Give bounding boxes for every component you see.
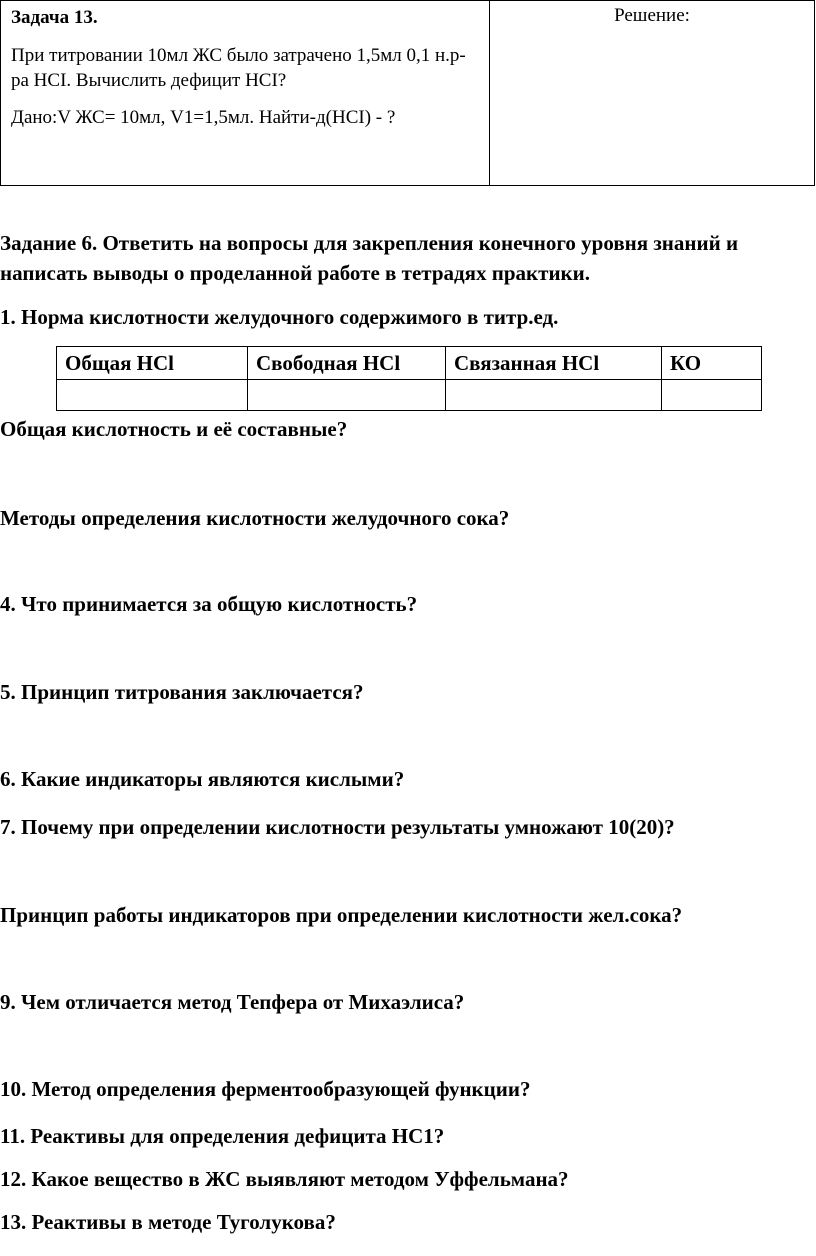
header-ko: КО [662, 347, 762, 380]
task-cell [1, 1, 490, 186]
table-header-row [57, 347, 762, 380]
header-free-hcl: Свободная HCl [248, 347, 446, 380]
question-1: 1. Норма кислотности желудочного содержимого в титр.ед. [0, 305, 559, 329]
question-3: Методы определения кислотности желудочного сока? [0, 506, 510, 530]
assignment-heading: Задание 6. Ответить на вопросы для закрепления конечного уровня знаний и написать выводы о проделанной работе в тетрадях практики. [0, 231, 739, 285]
question-2: Общая кислотность и её составные? [0, 417, 348, 441]
cell-free-hcl [248, 380, 446, 411]
cell-total-hcl [57, 380, 248, 411]
task-table [0, 0, 815, 186]
solution-cell [490, 1, 815, 186]
question-5: 5. Принцип титрования заключается? [0, 680, 364, 704]
question-13: 13. Реактивы в методе Туголукова? [0, 1210, 336, 1234]
header-total-hcl: Общая HCl [57, 347, 248, 380]
question-7: 7. Почему при определении кислотности результаты умножают 10(20)? [0, 815, 675, 839]
question-12: 12. Какое вещество в ЖС выявляют методом Уффельмана? [0, 1167, 569, 1191]
question-9: 9. Чем отличается метод Тепфера от Михаэлиса? [0, 990, 465, 1014]
table-row [57, 380, 762, 411]
header-bound-hcl: Связанная HCl [446, 347, 662, 380]
question-11: 11. Реактивы для определения дефицита НС1? [0, 1124, 445, 1148]
solution-label: Решение: [614, 5, 690, 26]
question-8: Принцип работы индикаторов при определении кислотности жел.сока? [0, 903, 683, 927]
cell-ko [662, 380, 762, 411]
task-text: При титровании 10мл ЖС было затрачено 1,5мл 0,1 н.р-ра HCI. Вычислить дефицит HCI? [11, 45, 466, 91]
task-given: Дано:V ЖС= 10мл, V1=1,5мл. Найти-д(HCI) - ? [11, 107, 396, 128]
cell-bound-hcl [446, 380, 662, 411]
question-10: 10. Метод определения ферментообразующей функции? [0, 1077, 531, 1101]
question-4: 4. Что принимается за общую кислотность? [0, 592, 418, 616]
acidity-norm-table [56, 346, 762, 411]
question-6: 6. Какие индикаторы являются кислыми? [0, 767, 405, 791]
task-title: Задача 13. [11, 7, 98, 28]
